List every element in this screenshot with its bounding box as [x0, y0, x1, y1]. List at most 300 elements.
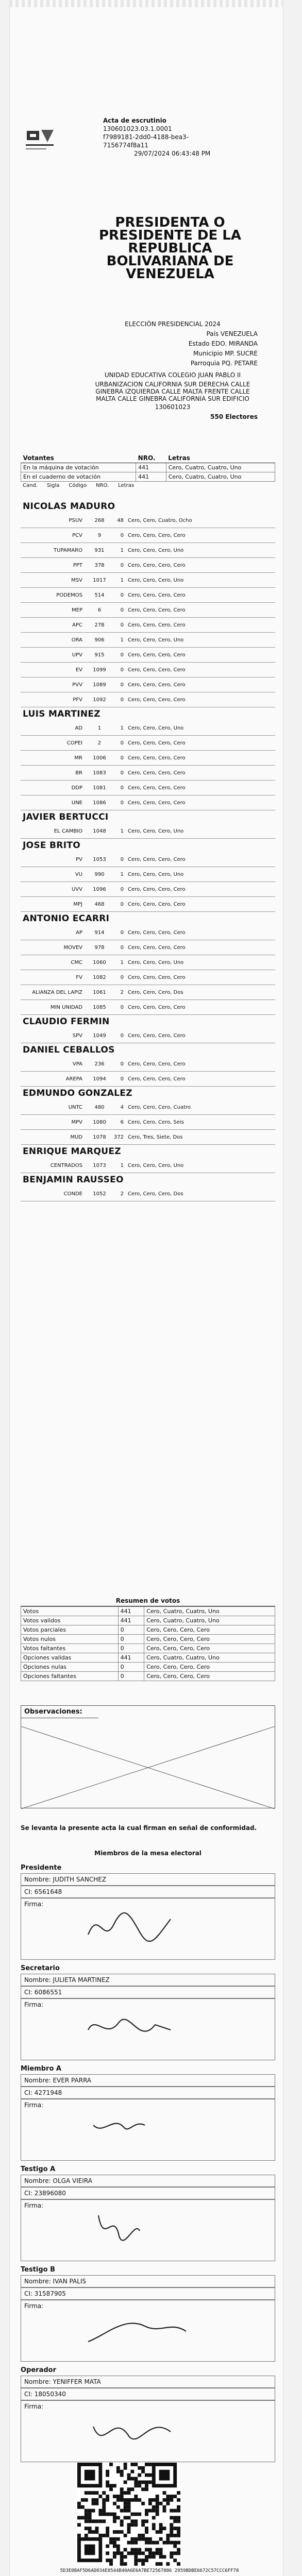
party-nro: 0 — [120, 667, 124, 673]
party-row — [21, 1028, 275, 1043]
party-row — [21, 882, 275, 897]
party-nro: 2 — [120, 1191, 124, 1197]
party-sigla: CENTRADOS — [50, 1162, 82, 1168]
table-row — [21, 1625, 275, 1635]
table-row — [21, 472, 275, 482]
member-role: Testigo A — [21, 2165, 56, 2173]
party-codigo: 1099 — [93, 667, 106, 673]
party-nro: 1 — [120, 828, 124, 834]
party-nro: 0 — [120, 1076, 124, 1082]
candidate-name: JOSE BRITO — [23, 840, 80, 851]
party-letras: Cero, Cero, Cero, Uno — [128, 828, 184, 834]
member-block — [21, 2365, 275, 2462]
party-letras: Cero, Cero, Cero, Cero — [128, 1076, 186, 1082]
row-letras: Cero, Cuatro, Cuatro, Uno — [166, 463, 275, 472]
votantes-table — [21, 453, 275, 489]
summary-nro: 441 — [118, 1607, 144, 1616]
party-codigo: 914 — [94, 929, 105, 936]
summary-letras: Cero, Cuatro, Cuatro, Uno — [144, 1653, 275, 1663]
paper-cut-edge — [9, 0, 283, 7]
summary-nro: 0 — [118, 1644, 144, 1653]
signature-box — [21, 2300, 275, 2362]
party-codigo: 1086 — [93, 800, 106, 806]
party-nro: 0 — [120, 1004, 124, 1010]
party-letras: Cero, Cero, Cero, Uno — [128, 637, 184, 643]
party-sigla: AREPA — [65, 1076, 82, 1082]
party-sigla: COPEI — [66, 740, 82, 746]
party-sigla: EV — [75, 667, 82, 673]
row-nro: 441 — [136, 472, 166, 482]
party-letras: Cero, Cero, Cero, Dos — [128, 989, 183, 995]
member-block — [21, 2264, 275, 2362]
party-row — [21, 1000, 275, 1015]
table-row — [21, 1616, 275, 1625]
acta-label: Acta de escrutinio — [103, 117, 166, 124]
summary-letras: Cero, Cero, Cero, Cero — [144, 1625, 275, 1635]
party-sigla: PVV — [72, 682, 82, 688]
party-sigla: MEP — [72, 607, 82, 613]
party-codigo: 1085 — [93, 1004, 106, 1010]
summary-label: Opciones validas — [21, 1653, 119, 1663]
party-sigla: UPV — [72, 652, 82, 658]
party-codigo: 1073 — [93, 1162, 106, 1168]
party-letras: Cero, Cero, Cero, Cero — [128, 974, 186, 980]
party-row — [21, 781, 275, 795]
party-sigla: VU — [75, 871, 82, 877]
member-ci: CI: 23896080 — [21, 2187, 275, 2199]
party-nro: 0 — [120, 755, 124, 761]
party-sigla: BR — [75, 770, 82, 776]
member-name: Nombre: JULIETA MARTINEZ — [21, 1974, 275, 1986]
party-nro: 0 — [120, 785, 124, 791]
party-letras: Cero, Cero, Cero, Cero — [128, 607, 186, 613]
party-row — [21, 1072, 275, 1087]
party-codigo: 2 — [97, 740, 102, 746]
party-row — [21, 588, 275, 603]
party-codigo: 906 — [94, 637, 105, 643]
head-cand: Cand. — [23, 483, 38, 488]
head-letras: Letras — [118, 483, 135, 488]
resumen-title: Resumen de votos — [21, 1597, 275, 1606]
party-codigo: 1081 — [93, 785, 106, 791]
party-row — [21, 543, 275, 558]
candidates-header — [21, 482, 275, 489]
party-letras: Cero, Cero, Cero, Cero — [128, 856, 186, 862]
member-role: Presidente — [21, 1864, 62, 1872]
row-nro: 441 — [136, 463, 166, 472]
party-nro: 0 — [120, 770, 124, 776]
row-label: En el cuaderno de votación — [21, 472, 136, 482]
party-sigla: PCV — [72, 532, 82, 538]
party-nro: 1 — [120, 1162, 124, 1168]
party-letras: Cero, Cero, Cero, Uno — [128, 959, 184, 965]
summary-letras: Cero, Cuatro, Cuatro, Uno — [144, 1607, 275, 1616]
party-letras: Cero, Cero, Cero, Cero — [128, 532, 186, 538]
party-nro: 0 — [120, 652, 124, 658]
cross-out-lines — [21, 1726, 275, 1809]
pais: País VENEZUELA — [206, 330, 258, 337]
party-row — [21, 633, 275, 648]
party-letras: Cero, Cero, Cero, Cero — [128, 682, 186, 688]
party-sigla: PSUV — [69, 517, 82, 523]
party-row — [21, 528, 275, 543]
table-row — [21, 1663, 275, 1672]
party-sigla: SPV — [72, 1032, 82, 1039]
summary-letras: Cero, Cero, Cero, Cero — [144, 1644, 275, 1653]
party-sigla: AP — [76, 929, 82, 936]
summary-nro: 441 — [118, 1616, 144, 1625]
party-codigo: 480 — [94, 1104, 105, 1110]
party-letras: Cero, Cero, Cero, Seis — [128, 1119, 184, 1125]
party-letras: Cero, Cero, Cero, Uno — [128, 871, 184, 877]
party-sigla: TUPAMARO — [54, 547, 82, 553]
party-sigla: PODEMOS — [56, 592, 82, 598]
acta-hash-line1: f7989181-2dd0-4188-bea3- — [103, 133, 189, 141]
party-nro: 0 — [120, 622, 124, 628]
summary-nro: 441 — [118, 1653, 144, 1663]
party-sigla: CONDE — [63, 1191, 82, 1197]
party-sigla: CMC — [71, 959, 82, 965]
party-letras: Cero, Cero, Cero, Uno — [128, 577, 184, 583]
party-row — [21, 940, 275, 955]
candidate-name: ANTONIO ECARRI — [23, 913, 110, 924]
signature-label: Firma: — [24, 2001, 44, 2008]
candidate-name: LUIS MARTINEZ — [23, 709, 100, 719]
party-row — [21, 897, 275, 912]
party-nro: 0 — [120, 532, 124, 538]
signature-box — [21, 2400, 275, 2462]
party-row — [21, 1130, 275, 1145]
centro: UNIDAD EDUCATIVA COLEGIO JUAN PABLO II — [104, 371, 241, 379]
handwritten-signature — [83, 1904, 196, 1955]
party-letras: Cero, Cero, Cero, Cuatro — [128, 1104, 191, 1110]
party-codigo: 268 — [94, 517, 105, 523]
party-letras: Cero, Cero, Cero, Cero — [128, 622, 186, 628]
row-letras: Cero, Cuatro, Cuatro, Uno — [166, 472, 275, 482]
party-row — [21, 618, 275, 633]
party-codigo: 1053 — [93, 856, 106, 862]
party-nro: 0 — [120, 1061, 124, 1067]
party-sigla: MR — [74, 755, 82, 761]
party-letras: Cero, Cero, Cero, Cero — [128, 800, 186, 806]
member-name: Nombre: YENIFFER MATA — [21, 2376, 275, 2388]
acta-number: 130601023.03.1.0001 — [103, 125, 172, 132]
observaciones-box — [21, 1705, 275, 1808]
party-codigo: 1 — [97, 725, 102, 731]
table-row — [21, 1644, 275, 1653]
party-sigla: UVV — [71, 886, 82, 892]
estado: Estado EDO. MIRANDA — [188, 340, 258, 347]
handwritten-signature — [83, 2205, 196, 2257]
party-codigo: 6 — [97, 607, 102, 613]
party-sigla: MUD — [70, 1134, 82, 1140]
party-codigo: 278 — [94, 622, 105, 628]
party-row — [21, 677, 275, 692]
member-ci: CI: 18050340 — [21, 2388, 275, 2400]
party-codigo: 978 — [94, 944, 105, 951]
party-row — [21, 1158, 275, 1173]
party-nro: 0 — [120, 886, 124, 892]
candidate-name: CLAUDIO FERMIN — [23, 1016, 110, 1027]
member-role: Operador — [21, 2366, 57, 2374]
party-nro: 1 — [120, 547, 124, 553]
party-codigo: 1080 — [93, 1119, 106, 1125]
member-role: Miembro A — [21, 2065, 61, 2073]
party-row — [21, 751, 275, 766]
party-codigo: 1096 — [93, 886, 106, 892]
party-codigo: 1083 — [93, 770, 106, 776]
handwritten-signature — [83, 2406, 196, 2458]
codigo-centro: 130601023 — [155, 403, 191, 411]
party-letras: Cero, Cero, Cero, Cero — [128, 901, 186, 907]
party-nro: 0 — [120, 607, 124, 613]
party-row — [21, 955, 275, 970]
party-row — [21, 1100, 275, 1115]
col-nro: NRO. — [136, 453, 166, 463]
party-sigla: VPA — [72, 1061, 82, 1067]
summary-label: Votos nulos — [21, 1635, 119, 1644]
party-sigla: FV — [76, 974, 82, 980]
electores-count: 550 Electores — [210, 413, 258, 420]
acta-timestamp: 29/07/2024 06:43:48 PM — [134, 150, 211, 157]
party-codigo: 990 — [94, 871, 105, 877]
party-row — [21, 970, 275, 985]
summary-nro: 0 — [118, 1672, 144, 1681]
party-sigla: MPJ — [73, 901, 82, 907]
party-letras: Cero, Cero, Cero, Uno — [128, 725, 184, 731]
direccion: URBANIZACION CALIFORNIA SUR DERECHA CALLE GINEBRA IZQUIERDA CALLE MALTA FRENTE CALLE MALTA CALLE GINEBRA CALIFORNIA SUR EDIFICIO — [95, 381, 250, 402]
party-nro: 48 — [117, 517, 124, 523]
member-block — [21, 1963, 275, 2060]
head-codigo: Código — [69, 483, 87, 488]
party-letras: Cero, Cero, Cero, Cero — [128, 770, 186, 776]
party-row — [21, 867, 275, 882]
summary-letras: Cero, Cero, Cero, Cero — [144, 1635, 275, 1644]
table-row — [21, 1672, 275, 1681]
footer-hash: 5D3E0BAF5D6AD834E0544B40A6E6A7BE72567886 2959BDBE6672C57CCC6FF78 — [60, 2568, 239, 2573]
party-sigla: PV — [76, 856, 82, 862]
signature-box — [21, 1998, 275, 2060]
party-codigo: 1061 — [93, 989, 106, 995]
summary-nro: 0 — [118, 1625, 144, 1635]
party-nro: 1 — [120, 959, 124, 965]
candidate-name: DANIEL CEBALLOS — [23, 1045, 115, 1055]
party-row — [21, 603, 275, 618]
party-nro: 0 — [120, 740, 124, 746]
party-row — [21, 648, 275, 663]
party-sigla: DDP — [71, 785, 82, 791]
handwritten-signature — [83, 2306, 196, 2357]
party-sigla: UNTC — [68, 1104, 82, 1110]
party-nro: 0 — [120, 944, 124, 951]
signature-label: Firma: — [24, 2302, 44, 2310]
party-row — [21, 824, 275, 839]
party-codigo: 1052 — [93, 1191, 106, 1197]
party-codigo: 378 — [94, 562, 105, 568]
party-row — [21, 721, 275, 736]
parroquia: Parroquia PQ. PETARE — [190, 360, 258, 367]
member-block — [21, 1862, 275, 1960]
member-name: Nombre: JUDITH SANCHEZ — [21, 1873, 275, 1886]
party-letras: Cero, Cero, Cero, Cero — [128, 929, 186, 936]
party-row — [21, 692, 275, 707]
party-nro: 0 — [120, 974, 124, 980]
party-sigla: EL CAMBIO — [54, 828, 82, 834]
municipio: Municipio MP. SUCRE — [193, 350, 258, 357]
observaciones-label: Observaciones: — [21, 1706, 98, 1718]
party-nro: 0 — [120, 592, 124, 598]
resumen-table — [21, 1597, 275, 1681]
party-codigo: 1049 — [93, 1032, 106, 1039]
party-row — [21, 985, 275, 1000]
signature-box — [21, 1898, 275, 1960]
party-nro: 1 — [120, 725, 124, 731]
party-sigla: PPT — [73, 562, 82, 568]
summary-label: Votos parciales — [21, 1625, 119, 1635]
party-nro: 1 — [120, 871, 124, 877]
election-location — [88, 319, 258, 422]
party-sigla: MSV — [71, 577, 82, 583]
party-letras: Cero, Cero, Cero, Cero — [128, 1032, 186, 1039]
candidate-name: JAVIER BERTUCCI — [23, 812, 109, 822]
party-row — [21, 795, 275, 810]
party-sigla: APC — [72, 622, 82, 628]
candidate-name: NICOLAS MADURO — [23, 501, 115, 512]
party-row — [21, 1115, 275, 1130]
party-letras: Cero, Cero, Cero, Cero — [128, 592, 186, 598]
party-sigla: ORA — [71, 637, 82, 643]
table-row — [21, 463, 275, 472]
party-row — [21, 852, 275, 867]
party-codigo: 931 — [94, 547, 105, 553]
party-nro: 0 — [120, 929, 124, 936]
candidate-name: EDMUNDO GONZALEZ — [23, 1088, 132, 1098]
party-codigo: 1078 — [93, 1134, 106, 1140]
party-codigo: 915 — [94, 652, 105, 658]
summary-label: Opciones nulas — [21, 1663, 119, 1672]
head-sigla: Sigla — [46, 483, 60, 488]
party-nro: 0 — [120, 800, 124, 806]
signature-label: Firma: — [24, 1901, 44, 1908]
party-codigo: 9 — [97, 532, 102, 538]
member-ci: CI: 6086551 — [21, 1986, 275, 1998]
summary-nro: 0 — [118, 1663, 144, 1672]
summary-letras: Cero, Cero, Cero, Cero — [144, 1672, 275, 1681]
party-row — [21, 766, 275, 781]
party-letras: Cero, Cero, Cero, Cero — [128, 944, 186, 951]
party-letras: Cero, Cero, Cero, Cero — [128, 652, 186, 658]
mesa-title: Miembros de la mesa electoral — [94, 1850, 202, 1857]
cne-logo — [23, 127, 59, 168]
member-role: Secretario — [21, 1964, 60, 1972]
party-letras: Cero, Cero, Cero, Cero — [128, 1061, 186, 1067]
member-name: Nombre: IVAN PALIS — [21, 2275, 275, 2287]
party-nro: 0 — [120, 901, 124, 907]
party-row — [21, 925, 275, 940]
party-nro: 0 — [120, 1032, 124, 1039]
member-block — [21, 2063, 275, 2161]
col-votantes: Votantes — [21, 453, 136, 463]
party-nro: 0 — [120, 682, 124, 688]
summary-label: Votos — [21, 1607, 119, 1616]
candidate-name: ENRIQUE MARQUEZ — [23, 1146, 121, 1157]
member-ci: CI: 4271948 — [21, 2087, 275, 2099]
party-nro: 372 — [113, 1134, 124, 1140]
party-letras: Cero, Cero, Cero, Cero — [128, 1004, 186, 1010]
party-codigo: 1094 — [93, 1076, 106, 1082]
party-letras: Cero, Cero, Cero, Cero — [128, 740, 186, 746]
party-row — [21, 1187, 275, 1201]
party-sigla: AD — [75, 725, 82, 731]
table-row — [21, 1607, 275, 1616]
party-letras: Cero, Cero, Cero, Uno — [128, 547, 184, 553]
party-nro: 1 — [120, 637, 124, 643]
party-codigo: 514 — [94, 592, 105, 598]
party-row — [21, 1057, 275, 1072]
page-title: PRESIDENTA O PRESIDENTE DE LA REPUBLICA BOLIVARIANA DE VENEZUELA — [99, 215, 241, 282]
signature-box — [21, 2199, 275, 2261]
member-ci: CI: 6561648 — [21, 1886, 275, 1898]
party-nro: 4 — [120, 1104, 124, 1110]
table-row — [21, 1635, 275, 1644]
member-block — [21, 2164, 275, 2261]
party-nro: 0 — [120, 562, 124, 568]
summary-nro: 0 — [118, 1635, 144, 1644]
signature-label: Firma: — [24, 2102, 44, 2109]
signature-label: Firma: — [24, 2202, 44, 2209]
candidates-list — [21, 500, 275, 1201]
party-letras: Cero, Cero, Cero, Cero — [128, 785, 186, 791]
party-codigo: 236 — [94, 1061, 105, 1067]
party-letras: Cero, Cero, Cero, Uno — [128, 1162, 184, 1168]
party-sigla: MOVEV — [63, 944, 82, 951]
acta-hash-line2: 7156774f8a11 — [103, 142, 148, 149]
party-row — [21, 573, 275, 588]
party-codigo: 1092 — [93, 697, 106, 703]
party-nro: 2 — [120, 989, 124, 995]
party-letras: Cero, Cero, Cero, Cero — [128, 697, 186, 703]
party-letras: Cero, Cero, Cero, Cero — [128, 562, 186, 568]
party-codigo: 468 — [94, 901, 105, 907]
party-sigla: ALIANZA DEL LAPIZ — [32, 989, 82, 995]
party-codigo: 1048 — [93, 828, 106, 834]
head-nro: NRO. — [96, 483, 109, 488]
party-nro: 0 — [120, 697, 124, 703]
col-letras: Letras — [166, 453, 275, 463]
summary-letras: Cero, Cuatro, Cuatro, Uno — [144, 1616, 275, 1625]
handwritten-signature — [83, 2004, 196, 2056]
signature-box — [21, 2099, 275, 2161]
member-role: Testigo B — [21, 2266, 56, 2274]
summary-label: Votos faltantes — [21, 1644, 119, 1653]
party-sigla: MIN UNIDAD — [50, 1004, 82, 1010]
summary-label: Opciones faltantes — [21, 1672, 119, 1681]
party-letras: Cero, Cero, Cero, Cero — [128, 755, 186, 761]
party-sigla: UNE — [71, 800, 82, 806]
member-ci: CI: 31587905 — [21, 2287, 275, 2300]
summary-label: Votos validos — [21, 1616, 119, 1625]
party-codigo: 1082 — [93, 974, 106, 980]
party-row — [21, 663, 275, 677]
handwritten-signature — [83, 2105, 196, 2156]
party-sigla: PFV — [73, 697, 82, 703]
candidate-name: BENJAMIN RAUSSEO — [23, 1175, 124, 1185]
summary-letras: Cero, Cero, Cero, Cero — [144, 1663, 275, 1672]
party-codigo: 1006 — [93, 755, 106, 761]
party-codigo: 1060 — [93, 959, 106, 965]
acta-metadata — [103, 116, 268, 158]
row-label: En la máquina de votación — [21, 463, 136, 472]
